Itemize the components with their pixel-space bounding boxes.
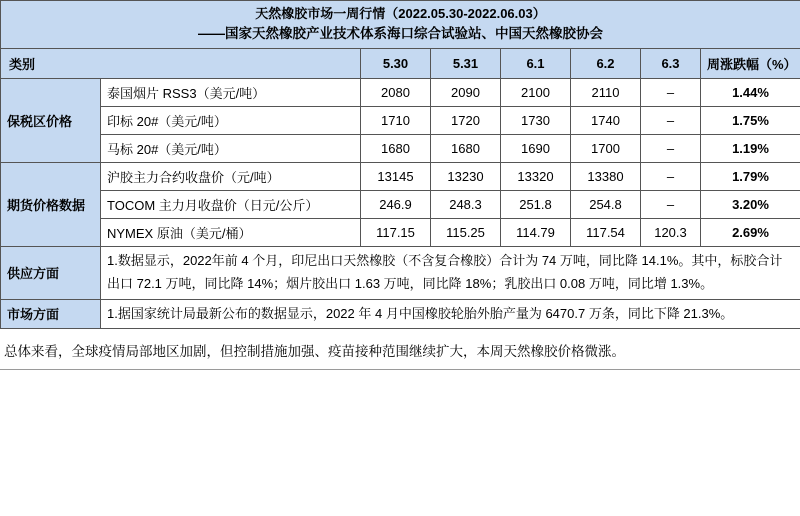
table-row bbox=[1, 219, 800, 247]
cell-value: – bbox=[641, 191, 701, 219]
section-text-market: 1.据国家统计局最新公布的数据显示，2022 年 4 月中国橡胶轮胎外胎产量为 6470.7 万条，同比下降 21.3%。 bbox=[101, 299, 800, 329]
cell-value: 1690 bbox=[501, 135, 571, 163]
cell-change: 3.20% bbox=[701, 191, 800, 219]
cell-change: 1.44% bbox=[701, 79, 800, 107]
cell-value: 2090 bbox=[431, 79, 501, 107]
header-date-0601: 6.1 bbox=[501, 49, 571, 79]
cell-value: 120.3 bbox=[641, 219, 701, 247]
cell-value: 1720 bbox=[431, 107, 501, 135]
cell-value: 2080 bbox=[361, 79, 431, 107]
table-row bbox=[1, 299, 800, 329]
header-date-0531: 5.31 bbox=[431, 49, 501, 79]
cell-value: – bbox=[641, 163, 701, 191]
cell-value: 251.8 bbox=[501, 191, 571, 219]
report-title bbox=[1, 1, 800, 49]
cell-value: 13230 bbox=[431, 163, 501, 191]
section-text-supply: 1.数据显示，2022年前 4 个月，印尼出口天然橡胶（不含复合橡胶）合计为 74 万吨，同比降 14.1%。其中，标胶合计出口 72.1 万吨，同比降 14%；烟片胶出口 1.63 万吨，同比降 18%；乳胶出口 0.08 万吨，同比增 1.3%。 bbox=[101, 247, 800, 300]
table-row bbox=[1, 247, 800, 300]
title-row bbox=[1, 1, 800, 49]
footer-divider bbox=[0, 369, 800, 370]
table-row bbox=[1, 163, 800, 191]
cell-value: 1730 bbox=[501, 107, 571, 135]
cell-change: 1.79% bbox=[701, 163, 800, 191]
table-row bbox=[1, 107, 800, 135]
cell-value: 1710 bbox=[361, 107, 431, 135]
header-category: 类别 bbox=[1, 49, 361, 79]
cell-value: 13145 bbox=[361, 163, 431, 191]
table-row bbox=[1, 135, 800, 163]
cell-value: 246.9 bbox=[361, 191, 431, 219]
cell-value: 117.15 bbox=[361, 219, 431, 247]
header-date-0603: 6.3 bbox=[641, 49, 701, 79]
title-line-2: ——国家天然橡胶产业技术体系海口综合试验站、中国天然橡胶协会 bbox=[198, 26, 603, 42]
cell-value: 114.79 bbox=[501, 219, 571, 247]
cell-value: 1680 bbox=[431, 135, 501, 163]
cell-value: 1740 bbox=[571, 107, 641, 135]
item-label: TOCOM 主力月收盘价（日元/公斤） bbox=[101, 191, 361, 219]
item-label: NYMEX 原油（美元/桶） bbox=[101, 219, 361, 247]
cell-change: 1.19% bbox=[701, 135, 800, 163]
header-date-0530: 5.30 bbox=[361, 49, 431, 79]
cell-change: 2.69% bbox=[701, 219, 800, 247]
header-date-0602: 6.2 bbox=[571, 49, 641, 79]
cell-value: – bbox=[641, 135, 701, 163]
title-line-1: 天然橡胶市场一周行情（2022.05.30-2022.06.03） bbox=[255, 6, 546, 21]
item-label: 印标 20#（美元/吨） bbox=[101, 107, 361, 135]
cell-value: 115.25 bbox=[431, 219, 501, 247]
cell-value: 248.3 bbox=[431, 191, 501, 219]
table-header-row bbox=[1, 49, 800, 79]
cell-value: 2110 bbox=[571, 79, 641, 107]
cell-value: 1700 bbox=[571, 135, 641, 163]
cell-value: 117.54 bbox=[571, 219, 641, 247]
cell-value: – bbox=[641, 107, 701, 135]
table-row bbox=[1, 79, 800, 107]
item-label: 泰国烟片 RSS3（美元/吨） bbox=[101, 79, 361, 107]
category-bonded-zone-price: 保税区价格 bbox=[1, 79, 101, 163]
category-market-side: 市场方面 bbox=[1, 299, 101, 329]
header-weekly-change: 周涨跌幅（%） bbox=[701, 49, 800, 79]
cell-value: 254.8 bbox=[571, 191, 641, 219]
item-label: 马标 20#（美元/吨） bbox=[101, 135, 361, 163]
cell-value: 1680 bbox=[361, 135, 431, 163]
item-label: 沪胶主力合约收盘价（元/吨） bbox=[101, 163, 361, 191]
cell-value: – bbox=[641, 79, 701, 107]
cell-value: 13320 bbox=[501, 163, 571, 191]
cell-value: 2100 bbox=[501, 79, 571, 107]
cell-change: 1.75% bbox=[701, 107, 800, 135]
cell-value: 13380 bbox=[571, 163, 641, 191]
category-futures-price-data: 期货价格数据 bbox=[1, 163, 101, 247]
summary-text: 总体来看，全球疫情局部地区加剧，但控制措施加强、疫苗接种范围继续扩大，本周天然橡胶价格微涨。 bbox=[4, 344, 625, 360]
table-row bbox=[1, 191, 800, 219]
category-supply-side: 供应方面 bbox=[1, 247, 101, 300]
